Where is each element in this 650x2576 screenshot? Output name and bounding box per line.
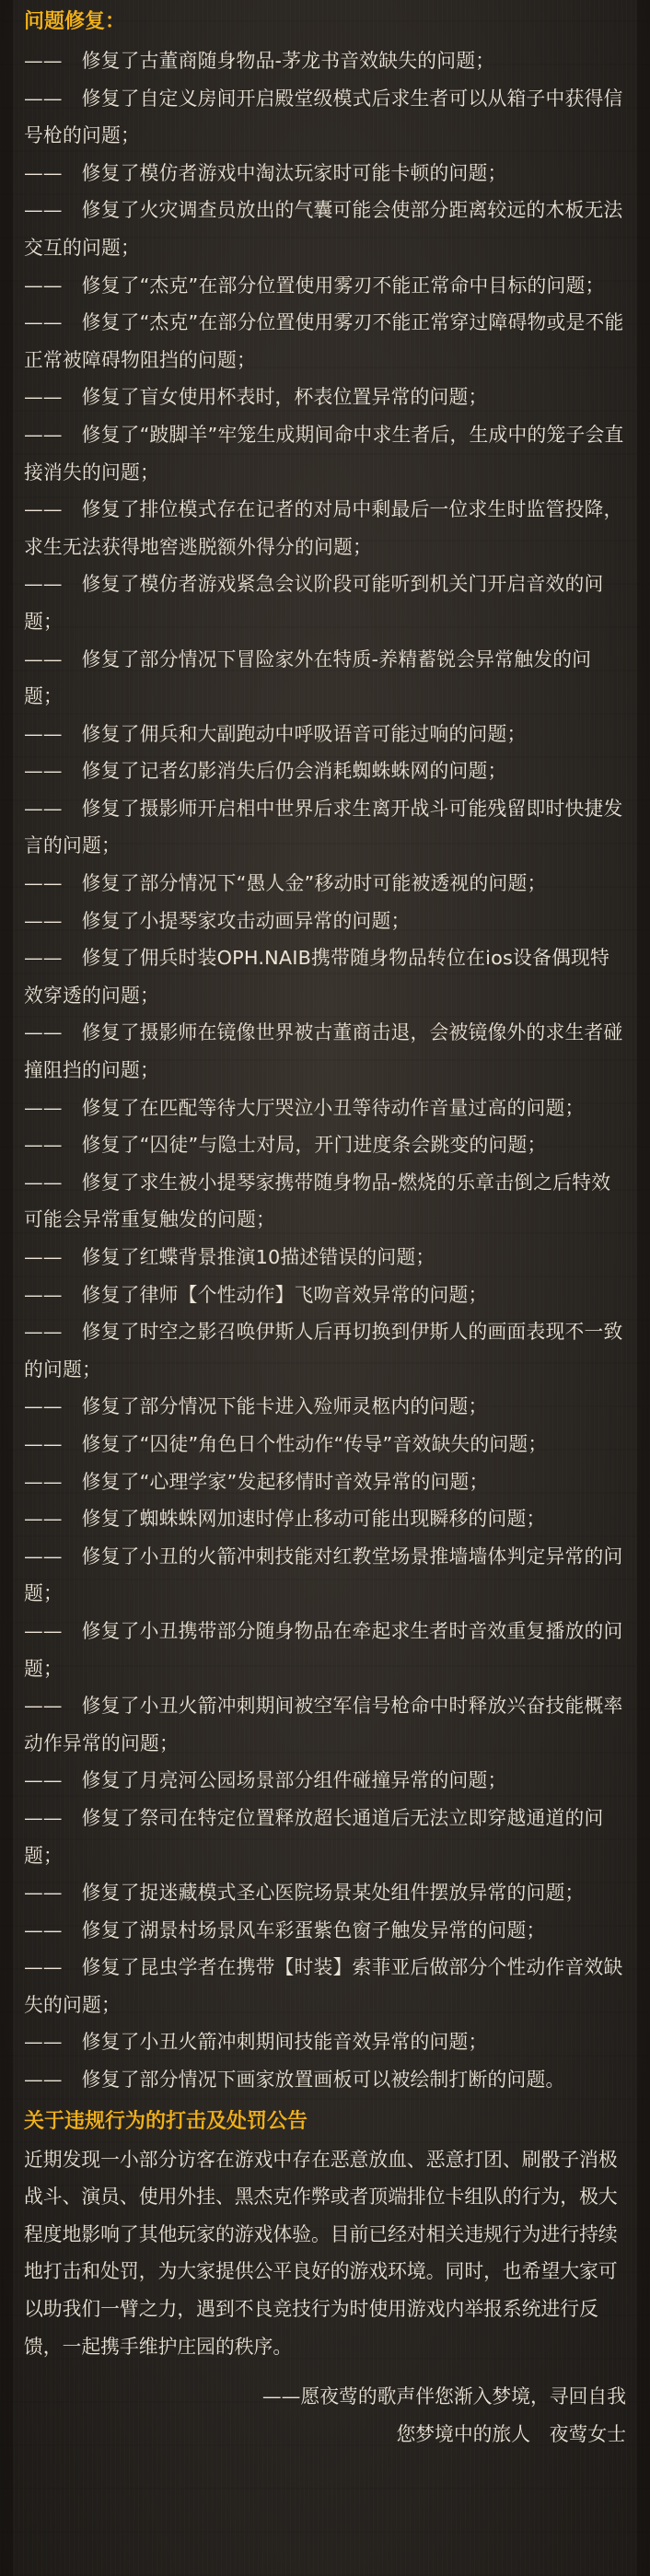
fix-item (24, 1800, 626, 1874)
fix-item-text: 修复了模仿者游戏紧急会议阶段可能听到机关门开启音效的问题； (24, 573, 604, 633)
patch-notes (24, 6, 626, 2453)
fix-item-text: 修复了月亮河公园场景部分组件碰撞异常的问题； (81, 1769, 507, 1792)
announcement-body: 近期发现一小部分访客在游戏中存在恶意放血、恶意打团、刷骰子消极战斗、演员、使用外挂、黑杰克作弊或者顶端排位卡组队的行为，极大程度地影响了其他玩家的游戏体验。目前已经对相关违规行为进行持续地打击和处罚，为大家提供公平良好的游戏环境。同时，也希望大家可以助我们一臂之力，遇到不良竞技行为时使用游戏内举报系统进行反馈，一起携手维护庄园的秩序。 (24, 2148, 618, 2358)
fix-item-text: 修复了蜘蛛蛛网加速时停止移动可能出现瞬移的问题； (81, 1508, 546, 1531)
fix-item (24, 565, 626, 640)
fix-item (24, 416, 626, 491)
fix-item-text: 修复了“囚徒”与隐士对局，开门进度条会跳变的问题； (81, 1134, 547, 1157)
fix-item (24, 1613, 626, 1687)
fix-item-text: 修复了“心理学家”发起移情时音效异常的问题； (81, 1470, 489, 1493)
fix-item-text: 修复了佣兵时装OPH.NAIB携带随身物品转位在ios设备偶现特效穿透的问题； (24, 947, 610, 1007)
fix-item (24, 1276, 626, 1314)
fix-item-dash: —— (24, 386, 63, 409)
fix-item (24, 1126, 626, 1164)
fix-item-dash: —— (24, 1470, 63, 1493)
fix-item (24, 1949, 626, 2023)
fix-item (24, 1874, 626, 1912)
fix-item-dash: —— (24, 199, 63, 222)
fix-item-text: 修复了排位模式存在记者的对局中剩最后一位求生时监管投降，求生无法获得地窖逃脱额外得分的问题； (24, 498, 623, 558)
fix-item-text: 修复了“囚徒”角色日个性动作“传导”音效缺失的问题； (81, 1432, 548, 1455)
fix-item (24, 1687, 626, 1762)
fix-list (24, 42, 626, 2099)
fix-item (24, 304, 626, 379)
fix-item-text: 修复了昆虫学者在携带【时装】索菲亚后做部分个性动作音效缺失的问题； (24, 1956, 623, 2016)
fix-item (24, 80, 626, 155)
fix-item (24, 267, 626, 305)
fix-item (24, 42, 626, 80)
fix-item (24, 790, 626, 865)
fix-item (24, 1762, 626, 1800)
fix-item (24, 1239, 626, 1276)
fix-item-text: 修复了部分情况下画家放置画板可以被绘制打断的问题。 (81, 2069, 565, 2092)
fix-item-dash: —— (24, 1882, 63, 1905)
fix-item-dash: —— (24, 1956, 63, 1979)
fix-item-text: 修复了自定义房间开启殿堂级模式后求生者可以从箱子中获得信号枪的问题； (24, 87, 623, 147)
fix-item-dash: —— (24, 1171, 63, 1194)
fix-item (24, 1090, 626, 1127)
fix-item (24, 716, 626, 753)
fix-item-dash: —— (24, 2031, 63, 2054)
fix-item-dash: —— (24, 1544, 63, 1568)
fix-item-dash: —— (24, 1395, 63, 1418)
fix-item (24, 1426, 626, 1463)
fix-item-text: 修复了“杰克”在部分位置使用雾刃不能正常穿过障碍物或是不能正常被障碍物阻挡的问题； (24, 311, 624, 371)
fix-item (24, 939, 626, 1014)
fix-item-text: 修复了部分情况下能卡进入殓师灵柩内的问题； (81, 1395, 488, 1418)
fix-item (24, 155, 626, 192)
fix-item-text: 修复了火灾调查员放出的气囊可能会使部分距离较远的木板无法交互的问题； (24, 199, 623, 259)
fix-item-text: 修复了时空之影召唤伊斯人后再切换到伊斯人的画面表现不一致的问题； (24, 1321, 623, 1381)
fix-item (24, 641, 626, 716)
fix-item (24, 865, 626, 903)
fix-item-dash: —— (24, 797, 63, 820)
fix-item (24, 2023, 626, 2061)
fix-item (24, 1500, 626, 1538)
fix-item-text: 修复了祭司在特定位置释放超长通道后无法立即穿越通道的问题； (24, 1806, 604, 1867)
fix-item-text: 修复了捉迷藏模式圣心医院场景某处组件摆放异常的问题； (81, 1882, 585, 1905)
fix-item (24, 752, 626, 790)
fix-item-dash: —— (24, 1619, 63, 1642)
fix-item (24, 2061, 626, 2099)
fix-item (24, 1014, 626, 1089)
fix-item-dash: —— (24, 947, 63, 970)
fix-item-text: 修复了“跛脚羊”牢笼生成期间命中求生者后，生成中的笼子会直接消失的问题； (24, 423, 624, 484)
fix-item-text: 修复了模仿者游戏中淘汰玩家时可能卡顿的问题； (81, 161, 507, 184)
fix-item-dash: —— (24, 274, 63, 297)
fix-item-dash: —— (24, 872, 63, 895)
fix-item-text: 修复了记者幻影消失后仍会消耗蜘蛛蛛网的问题； (81, 760, 507, 783)
fix-item-dash: —— (24, 50, 63, 72)
fix-item-dash: —— (24, 1096, 63, 1119)
fix-item-text: 修复了在匹配等待大厅哭泣小丑等待动作音量过高的问题； (81, 1096, 585, 1119)
fix-item (24, 379, 626, 416)
fix-item (24, 491, 626, 565)
fix-item-dash: —— (24, 87, 63, 110)
fix-item-text: 修复了湖景村场景风车彩蛋紫色窗子触发异常的问题； (81, 1918, 546, 1941)
fix-item-dash: —— (24, 1695, 63, 1718)
fix-item-dash: —— (24, 647, 63, 670)
fix-item-dash: —— (24, 1918, 63, 1941)
fix-item-dash: —— (24, 1321, 63, 1344)
fix-item-text: 修复了律师【个性动作】飞吻音效异常的问题； (81, 1283, 488, 1306)
fix-item-text: 修复了求生被小提琴家携带随身物品-燃烧的乐章击倒之后特效可能会异常重复触发的问题； (24, 1171, 611, 1231)
fix-item-text: 修复了红蝶背景推演10描述错误的问题； (81, 1246, 435, 1268)
fix-item (24, 192, 626, 266)
fix-item-dash: —— (24, 1283, 63, 1306)
fix-item-text: 修复了佣兵和大副跑动中呼吸语音可能过响的问题； (81, 722, 527, 745)
fix-item (24, 1388, 626, 1426)
fix-item-text: 修复了小丑携带部分随身物品在牵起求生者时音效重复播放的问题； (24, 1619, 623, 1680)
fix-item-dash: —— (24, 498, 63, 521)
fix-item-dash: —— (24, 1769, 63, 1792)
fix-item-dash: —— (24, 573, 63, 596)
fix-item-text: 修复了古董商随身物品-茅龙书音效缺失的问题； (81, 50, 495, 72)
fix-item-dash: —— (24, 2069, 63, 2092)
fix-item (24, 1538, 626, 1613)
fix-item-text: 修复了部分情况下“愚人金”移动时可能被透视的问题； (81, 872, 547, 895)
fix-item-dash: —— (24, 1134, 63, 1157)
fix-item-text: 修复了小丑火箭冲刺期间技能音效异常的问题； (81, 2031, 488, 2054)
fix-item-dash: —— (24, 311, 63, 334)
fix-item (24, 1912, 626, 1950)
fix-item-text: 修复了盲女使用杯表时，杯表位置异常的问题； (81, 386, 488, 409)
fix-item-text: 修复了摄影师开启相中世界后求生离开战斗可能残留即时快捷发言的问题； (24, 797, 623, 857)
fix-item-dash: —— (24, 1021, 63, 1044)
fix-item-text: 修复了小丑火箭冲刺期间被空军信号枪命中时释放兴奋技能概率动作异常的问题； (24, 1695, 623, 1754)
fix-item-text: 修复了小提琴家攻击动画异常的问题； (81, 909, 411, 932)
announcement-signature-line2: 您梦境中的旅人 夜莺女士 (396, 2422, 626, 2445)
fix-item (24, 1313, 626, 1388)
fix-item-dash: —— (24, 1432, 63, 1455)
fix-item-text: 修复了摄影师在镜像世界被古董商击退，会被镜像外的求生者碰撞阻挡的问题； (24, 1021, 623, 1082)
fix-item-text: 修复了“杰克”在部分位置使用雾刃不能正常命中目标的问题； (81, 274, 605, 297)
fix-item (24, 1463, 626, 1501)
fix-item-dash: —— (24, 909, 63, 932)
fix-item-dash: —— (24, 722, 63, 745)
fix-item-dash: —— (24, 1508, 63, 1531)
section-title-fixes: 问题修复： (24, 10, 126, 33)
announcement-title: 关于违规行为的打击及处罚公告 (24, 2109, 308, 2133)
announcement-signature-line1: ——愿夜莺的歌声伴您渐入梦境，寻回自我 (261, 2385, 626, 2408)
fix-item-dash: —— (24, 760, 63, 783)
fix-item-dash: —— (24, 161, 63, 184)
fix-item (24, 1164, 626, 1239)
fix-item-text: 修复了部分情况下冒险家外在特质-养精蓄锐会异常触发的问题； (24, 647, 592, 708)
fix-item (24, 903, 626, 940)
fix-item-dash: —— (24, 1806, 63, 1829)
fix-item-dash: —— (24, 423, 63, 446)
fix-item-dash: —— (24, 1246, 63, 1268)
fix-item-text: 修复了小丑的火箭冲刺技能对红教堂场景推墙墙体判定异常的问题； (24, 1544, 623, 1605)
